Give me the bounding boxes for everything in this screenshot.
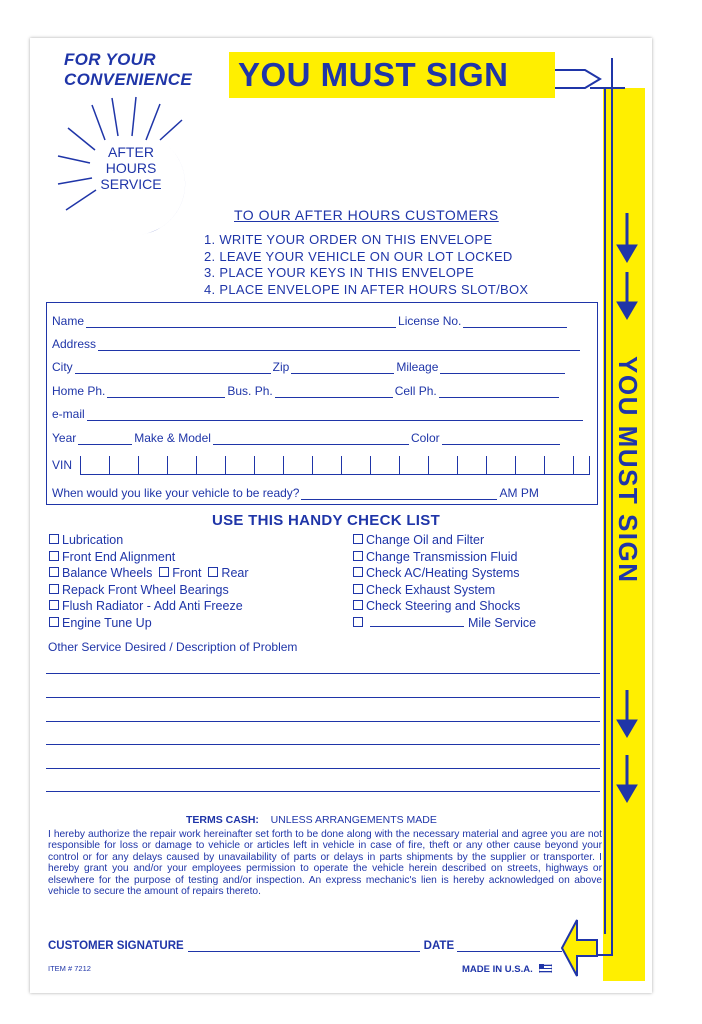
make-model-field[interactable] bbox=[213, 433, 409, 445]
other-service-label: Other Service Desired / Description of Problem bbox=[48, 640, 298, 654]
write-line[interactable] bbox=[46, 791, 600, 792]
checklist-item[interactable] bbox=[353, 549, 536, 566]
terms-title bbox=[186, 814, 437, 826]
write-line[interactable] bbox=[46, 721, 600, 722]
checklist-item[interactable] bbox=[49, 532, 249, 549]
checkbox[interactable] bbox=[353, 534, 363, 544]
email-row bbox=[52, 407, 585, 421]
color-field[interactable] bbox=[442, 433, 560, 445]
checkbox[interactable] bbox=[49, 617, 59, 627]
date-label: DATE bbox=[423, 940, 455, 952]
cell-phone-field[interactable] bbox=[439, 386, 559, 398]
mileage-field[interactable] bbox=[440, 362, 565, 374]
checklist-item[interactable] bbox=[49, 549, 249, 566]
email-label: e-mail bbox=[52, 407, 85, 421]
checkbox[interactable] bbox=[353, 600, 363, 610]
us-flag-icon bbox=[539, 964, 552, 973]
logo-line2: HOURS bbox=[105, 160, 157, 176]
business-phone-field[interactable] bbox=[275, 386, 393, 398]
logo-line3: SERVICE bbox=[100, 176, 162, 192]
terms-subtitle: UNLESS ARRANGEMENTS MADE bbox=[270, 814, 437, 826]
made-label: MADE IN U.S.A. bbox=[462, 964, 533, 975]
zip-label: Zip bbox=[272, 360, 290, 374]
banner-title: YOU MUST SIGN bbox=[238, 56, 509, 93]
checklist-item[interactable] bbox=[49, 615, 249, 632]
mileage-label: Mileage bbox=[396, 360, 439, 374]
signature-field[interactable] bbox=[188, 940, 420, 952]
checklist-right bbox=[353, 532, 536, 632]
checklist-label: Repack Front Wheel Bearings bbox=[62, 582, 229, 597]
home-phone-label: Home Ph. bbox=[52, 384, 106, 398]
instructions-list bbox=[204, 232, 528, 298]
write-line[interactable] bbox=[46, 697, 600, 698]
rear-label: Rear bbox=[221, 566, 249, 581]
instruction-item: 1. WRITE YOUR ORDER ON THIS ENVELOPE bbox=[204, 232, 493, 247]
name-label: Name bbox=[52, 314, 85, 328]
checkbox[interactable] bbox=[49, 534, 59, 544]
am-pm-label: AM PM bbox=[499, 486, 539, 500]
checklist-label: Change Transmission Fluid bbox=[366, 549, 518, 564]
checklist-label: Check Exhaust System bbox=[366, 582, 496, 597]
checklist-label: Flush Radiator - Add Anti Freeze bbox=[62, 599, 243, 614]
signature-label: CUSTOMER SIGNATURE bbox=[48, 940, 184, 952]
bottom-arrow-icon bbox=[562, 920, 597, 976]
convenience-line1: FOR YOUR bbox=[64, 50, 156, 69]
checklist-title: USE THIS HANDY CHECK LIST bbox=[211, 512, 441, 529]
home-phone-field[interactable] bbox=[107, 386, 225, 398]
year-label: Year bbox=[52, 431, 77, 445]
checkbox[interactable] bbox=[353, 551, 363, 561]
checklist-label: Change Oil and Filter bbox=[366, 533, 485, 547]
ready-row bbox=[52, 486, 539, 500]
instruction-item: 2. LEAVE YOUR VEHICLE ON OUR LOT LOCKED bbox=[204, 248, 513, 264]
checklist-item[interactable] bbox=[49, 582, 249, 599]
item-number: ITEM # 7212 bbox=[48, 964, 91, 973]
checklist-item[interactable] bbox=[353, 582, 536, 599]
date-field[interactable] bbox=[457, 940, 562, 952]
checkbox[interactable] bbox=[49, 551, 59, 561]
business-phone-label: Bus. Ph. bbox=[227, 384, 273, 398]
name-field[interactable] bbox=[86, 316, 396, 328]
address-field[interactable] bbox=[98, 339, 580, 351]
city-field[interactable] bbox=[75, 362, 271, 374]
checkbox[interactable] bbox=[49, 600, 59, 610]
logo-text bbox=[94, 144, 168, 192]
cell-phone-label: Cell Ph. bbox=[394, 384, 437, 398]
name-row bbox=[52, 314, 569, 328]
convenience-heading bbox=[64, 50, 192, 90]
terms-cash: TERMS CASH: bbox=[186, 814, 259, 826]
city-label: City bbox=[52, 360, 73, 374]
checklist-label: Check AC/Heating Systems bbox=[366, 566, 520, 581]
checklist-item[interactable] bbox=[353, 565, 536, 582]
vin-row bbox=[52, 458, 72, 472]
checkbox[interactable] bbox=[353, 584, 363, 594]
checklist-label: Check Steering and Shocks bbox=[366, 599, 521, 614]
license-label: License No. bbox=[398, 314, 462, 328]
address-row bbox=[52, 337, 582, 351]
ready-label: When would you like your vehicle to be ready? bbox=[52, 486, 300, 500]
vin-field[interactable] bbox=[80, 454, 590, 475]
make-model-label: Make & Model bbox=[134, 431, 211, 445]
checkbox[interactable] bbox=[49, 584, 59, 594]
checkbox[interactable] bbox=[49, 567, 59, 577]
write-line[interactable] bbox=[46, 673, 600, 674]
vehicle-row bbox=[52, 431, 562, 445]
write-line[interactable] bbox=[46, 744, 600, 745]
address-label: Address bbox=[52, 337, 97, 351]
checklist-label: Front End Alignment bbox=[62, 549, 176, 564]
city-row bbox=[52, 360, 567, 374]
terms-body: I hereby authorize the repair work hereinafter set forth to be done along with the necessary material and agree you are not responsible for loss or damage to vehicle or articles left in vehicle in case of fire, theft or any other cause beyond your control or for any delays caused by unavailability of parts or delays in parts shipments by the supplier or transporter. I hereby grant you and/or your employees permission to operate the vehicle herein described on streets, highways or elsewhere for the purpose of testing and/or inspection. An express mechanic's lien is hereby acknowledged on above vehicle to secure the amount of repairs thereto. bbox=[48, 829, 602, 898]
side-sign-text: YOU MUST SIGN bbox=[613, 356, 643, 584]
checklist-item[interactable] bbox=[49, 565, 249, 582]
front-label: Front bbox=[172, 566, 202, 581]
checkbox[interactable] bbox=[353, 617, 363, 627]
checklist-item[interactable] bbox=[353, 598, 536, 615]
checklist-left bbox=[49, 532, 249, 632]
made-in-usa bbox=[462, 964, 552, 975]
checklist-label: Lubrication bbox=[62, 533, 124, 547]
license-field[interactable] bbox=[463, 316, 567, 328]
instruction-item: 4. PLACE ENVELOPE IN AFTER HOURS SLOT/BOX bbox=[204, 281, 529, 297]
top-arrow-icon bbox=[553, 70, 600, 88]
mile-service-label: Mile Service bbox=[468, 615, 537, 630]
write-line[interactable] bbox=[46, 768, 600, 769]
logo-line1: AFTER bbox=[108, 144, 154, 160]
instructions-title: TO OUR AFTER HOURS CUSTOMERS bbox=[234, 207, 499, 223]
email-field[interactable] bbox=[87, 409, 583, 421]
front-checkbox[interactable] bbox=[159, 567, 169, 577]
rear-checkbox[interactable] bbox=[208, 567, 218, 577]
vin-label: VIN bbox=[52, 458, 73, 472]
mile-service-field[interactable] bbox=[370, 616, 464, 627]
signature-row bbox=[48, 940, 562, 952]
ready-field[interactable] bbox=[301, 488, 497, 500]
instruction-item: 3. PLACE YOUR KEYS IN THIS ENVELOPE bbox=[204, 265, 475, 280]
checklist-item[interactable] bbox=[353, 532, 536, 549]
color-label: Color bbox=[410, 431, 440, 445]
convenience-line2: CONVENIENCE bbox=[64, 70, 192, 89]
checklist-label: Engine Tune Up bbox=[62, 615, 152, 630]
checklist-label: Balance Wheels bbox=[62, 566, 153, 581]
checklist-item[interactable] bbox=[353, 615, 536, 632]
year-field[interactable] bbox=[78, 433, 132, 445]
checkbox[interactable] bbox=[353, 567, 363, 577]
phone-row bbox=[52, 384, 561, 398]
zip-field[interactable] bbox=[291, 362, 394, 374]
checklist-item[interactable] bbox=[49, 598, 249, 615]
